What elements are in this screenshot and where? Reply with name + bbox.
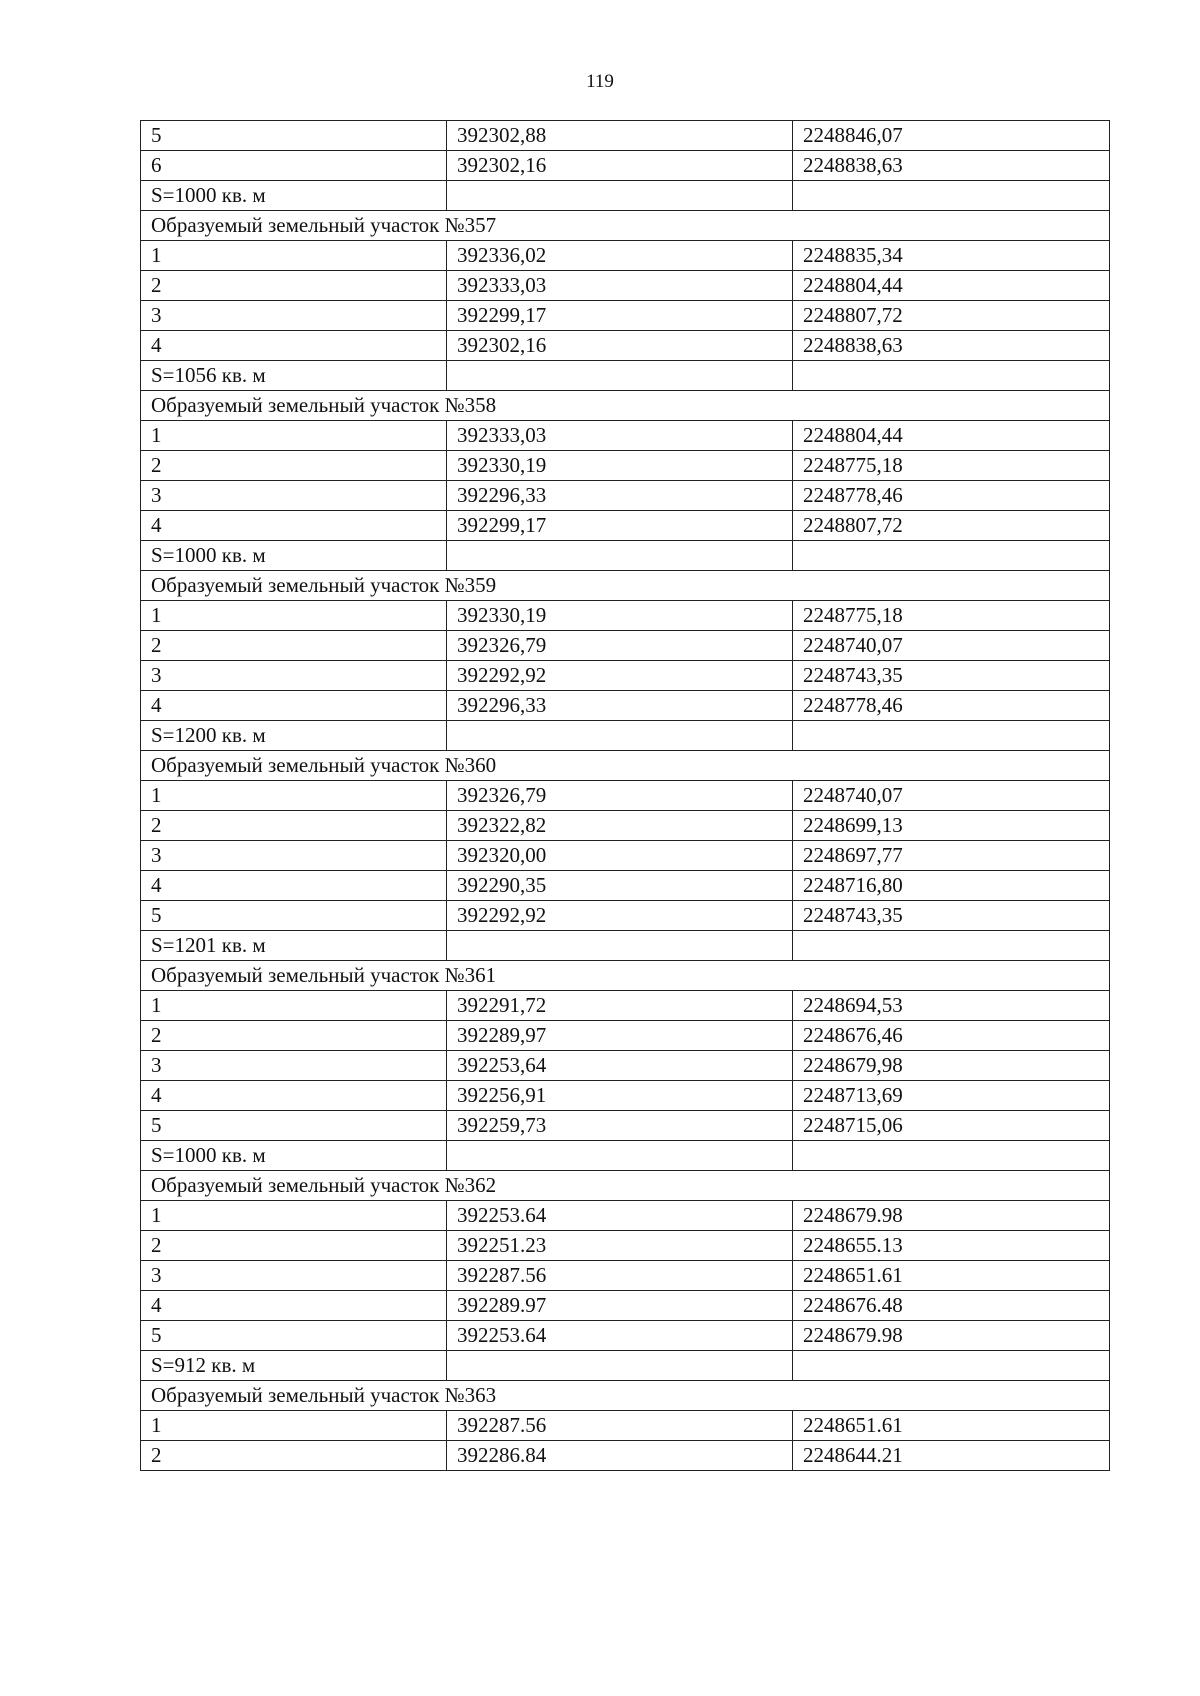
x-coordinate: 392326,79	[447, 781, 793, 811]
area-row	[141, 541, 1110, 571]
area-row	[141, 361, 1110, 391]
point-number: 2	[141, 811, 447, 841]
area-value: S=912 кв. м	[141, 1351, 447, 1381]
x-coordinate: 392253.64	[447, 1321, 793, 1351]
y-coordinate: 2248715,06	[793, 1111, 1110, 1141]
point-row	[141, 511, 1110, 541]
point-number: 2	[141, 1441, 447, 1471]
section-header-row	[141, 1171, 1110, 1201]
point-number: 6	[141, 151, 447, 181]
x-coordinate: 392302,88	[447, 121, 793, 151]
y-coordinate: 2248775,18	[793, 451, 1110, 481]
point-row	[141, 1231, 1110, 1261]
area-value: S=1000 кв. м	[141, 541, 447, 571]
y-coordinate: 2248838,63	[793, 151, 1110, 181]
coordinates-table-body	[141, 121, 1110, 1471]
section-title: Образуемый земельный участок №360	[141, 751, 1110, 781]
point-number: 4	[141, 511, 447, 541]
point-number: 3	[141, 481, 447, 511]
empty-cell	[793, 931, 1110, 961]
y-coordinate: 2248716,80	[793, 871, 1110, 901]
point-row	[141, 871, 1110, 901]
empty-cell	[447, 1141, 793, 1171]
empty-cell	[793, 1141, 1110, 1171]
point-row	[141, 1291, 1110, 1321]
point-number: 1	[141, 781, 447, 811]
point-row	[141, 1261, 1110, 1291]
coordinates-table	[140, 120, 1110, 1471]
y-coordinate: 2248694,53	[793, 991, 1110, 1021]
point-row	[141, 331, 1110, 361]
y-coordinate: 2248676,46	[793, 1021, 1110, 1051]
x-coordinate: 392251.23	[447, 1231, 793, 1261]
x-coordinate: 392289.97	[447, 1291, 793, 1321]
x-coordinate: 392330,19	[447, 601, 793, 631]
point-number: 4	[141, 691, 447, 721]
point-number: 4	[141, 871, 447, 901]
point-number: 2	[141, 271, 447, 301]
point-row	[141, 1051, 1110, 1081]
point-row	[141, 1021, 1110, 1051]
y-coordinate: 2248846,07	[793, 121, 1110, 151]
area-value: S=1000 кв. м	[141, 1141, 447, 1171]
area-value: S=1200 кв. м	[141, 721, 447, 751]
area-value: S=1000 кв. м	[141, 181, 447, 211]
point-number: 3	[141, 841, 447, 871]
point-number: 1	[141, 601, 447, 631]
area-row	[141, 181, 1110, 211]
empty-cell	[447, 721, 793, 751]
empty-cell	[447, 931, 793, 961]
point-number: 1	[141, 241, 447, 271]
section-title: Образуемый земельный участок №359	[141, 571, 1110, 601]
y-coordinate: 2248778,46	[793, 481, 1110, 511]
x-coordinate: 392336,02	[447, 241, 793, 271]
x-coordinate: 392256,91	[447, 1081, 793, 1111]
point-row	[141, 271, 1110, 301]
point-number: 4	[141, 1081, 447, 1111]
empty-cell	[793, 361, 1110, 391]
point-row	[141, 451, 1110, 481]
section-title: Образуемый земельный участок №363	[141, 1381, 1110, 1411]
section-title: Образуемый земельный участок №362	[141, 1171, 1110, 1201]
x-coordinate: 392287.56	[447, 1261, 793, 1291]
x-coordinate: 392291,72	[447, 991, 793, 1021]
empty-cell	[793, 181, 1110, 211]
point-row	[141, 841, 1110, 871]
y-coordinate: 2248651.61	[793, 1411, 1110, 1441]
area-row	[141, 721, 1110, 751]
area-row	[141, 1351, 1110, 1381]
section-header-row	[141, 1381, 1110, 1411]
y-coordinate: 2248699,13	[793, 811, 1110, 841]
point-row	[141, 631, 1110, 661]
point-number: 4	[141, 331, 447, 361]
y-coordinate: 2248743,35	[793, 901, 1110, 931]
section-title: Образуемый земельный участок №357	[141, 211, 1110, 241]
point-row	[141, 1441, 1110, 1471]
x-coordinate: 392286.84	[447, 1441, 793, 1471]
page-number: 119	[586, 71, 614, 92]
point-row	[141, 811, 1110, 841]
point-row	[141, 301, 1110, 331]
y-coordinate: 2248740,07	[793, 631, 1110, 661]
x-coordinate: 392290,35	[447, 871, 793, 901]
section-title: Образуемый земельный участок №361	[141, 961, 1110, 991]
empty-cell	[447, 361, 793, 391]
point-row	[141, 151, 1110, 181]
point-number: 5	[141, 1321, 447, 1351]
point-number: 5	[141, 121, 447, 151]
area-value: S=1056 кв. м	[141, 361, 447, 391]
x-coordinate: 392302,16	[447, 151, 793, 181]
area-row	[141, 1141, 1110, 1171]
point-row	[141, 901, 1110, 931]
point-number: 3	[141, 1051, 447, 1081]
empty-cell	[793, 721, 1110, 751]
y-coordinate: 2248807,72	[793, 301, 1110, 331]
y-coordinate: 2248743,35	[793, 661, 1110, 691]
x-coordinate: 392287.56	[447, 1411, 793, 1441]
y-coordinate: 2248804,44	[793, 421, 1110, 451]
x-coordinate: 392320,00	[447, 841, 793, 871]
point-row	[141, 1321, 1110, 1351]
x-coordinate: 392292,92	[447, 661, 793, 691]
y-coordinate: 2248651.61	[793, 1261, 1110, 1291]
y-coordinate: 2248676.48	[793, 1291, 1110, 1321]
point-row	[141, 1411, 1110, 1441]
x-coordinate: 392326,79	[447, 631, 793, 661]
point-number: 3	[141, 1261, 447, 1291]
point-number: 2	[141, 631, 447, 661]
point-number: 3	[141, 661, 447, 691]
point-row	[141, 601, 1110, 631]
area-row	[141, 931, 1110, 961]
y-coordinate: 2248679,98	[793, 1051, 1110, 1081]
x-coordinate: 392253.64	[447, 1201, 793, 1231]
empty-cell	[447, 541, 793, 571]
x-coordinate: 392253,64	[447, 1051, 793, 1081]
x-coordinate: 392289,97	[447, 1021, 793, 1051]
empty-cell	[447, 181, 793, 211]
x-coordinate: 392330,19	[447, 451, 793, 481]
x-coordinate: 392259,73	[447, 1111, 793, 1141]
y-coordinate: 2248644.21	[793, 1441, 1110, 1471]
y-coordinate: 2248679.98	[793, 1201, 1110, 1231]
section-header-row	[141, 751, 1110, 781]
y-coordinate: 2248775,18	[793, 601, 1110, 631]
x-coordinate: 392333,03	[447, 271, 793, 301]
point-number: 4	[141, 1291, 447, 1321]
point-number: 3	[141, 301, 447, 331]
x-coordinate: 392292,92	[447, 901, 793, 931]
point-row	[141, 1201, 1110, 1231]
point-number: 2	[141, 1231, 447, 1261]
y-coordinate: 2248835,34	[793, 241, 1110, 271]
point-number: 2	[141, 451, 447, 481]
point-number: 2	[141, 1021, 447, 1051]
y-coordinate: 2248713,69	[793, 1081, 1110, 1111]
area-value: S=1201 кв. м	[141, 931, 447, 961]
empty-cell	[447, 1351, 793, 1381]
point-row	[141, 481, 1110, 511]
section-title: Образуемый земельный участок №358	[141, 391, 1110, 421]
point-row	[141, 691, 1110, 721]
y-coordinate: 2248655.13	[793, 1231, 1110, 1261]
point-number: 5	[141, 901, 447, 931]
x-coordinate: 392296,33	[447, 691, 793, 721]
x-coordinate: 392302,16	[447, 331, 793, 361]
section-header-row	[141, 211, 1110, 241]
empty-cell	[793, 1351, 1110, 1381]
point-row	[141, 991, 1110, 1021]
point-row	[141, 781, 1110, 811]
point-row	[141, 121, 1110, 151]
x-coordinate: 392333,03	[447, 421, 793, 451]
y-coordinate: 2248807,72	[793, 511, 1110, 541]
x-coordinate: 392299,17	[447, 511, 793, 541]
x-coordinate: 392322,82	[447, 811, 793, 841]
point-number: 1	[141, 421, 447, 451]
section-header-row	[141, 391, 1110, 421]
x-coordinate: 392296,33	[447, 481, 793, 511]
point-row	[141, 1081, 1110, 1111]
empty-cell	[793, 541, 1110, 571]
y-coordinate: 2248804,44	[793, 271, 1110, 301]
point-row	[141, 661, 1110, 691]
point-number: 1	[141, 1201, 447, 1231]
point-row	[141, 1111, 1110, 1141]
section-header-row	[141, 961, 1110, 991]
y-coordinate: 2248679.98	[793, 1321, 1110, 1351]
y-coordinate: 2248778,46	[793, 691, 1110, 721]
y-coordinate: 2248740,07	[793, 781, 1110, 811]
y-coordinate: 2248838,63	[793, 331, 1110, 361]
x-coordinate: 392299,17	[447, 301, 793, 331]
point-number: 5	[141, 1111, 447, 1141]
point-number: 1	[141, 1411, 447, 1441]
section-header-row	[141, 571, 1110, 601]
point-row	[141, 241, 1110, 271]
point-row	[141, 421, 1110, 451]
point-number: 1	[141, 991, 447, 1021]
y-coordinate: 2248697,77	[793, 841, 1110, 871]
